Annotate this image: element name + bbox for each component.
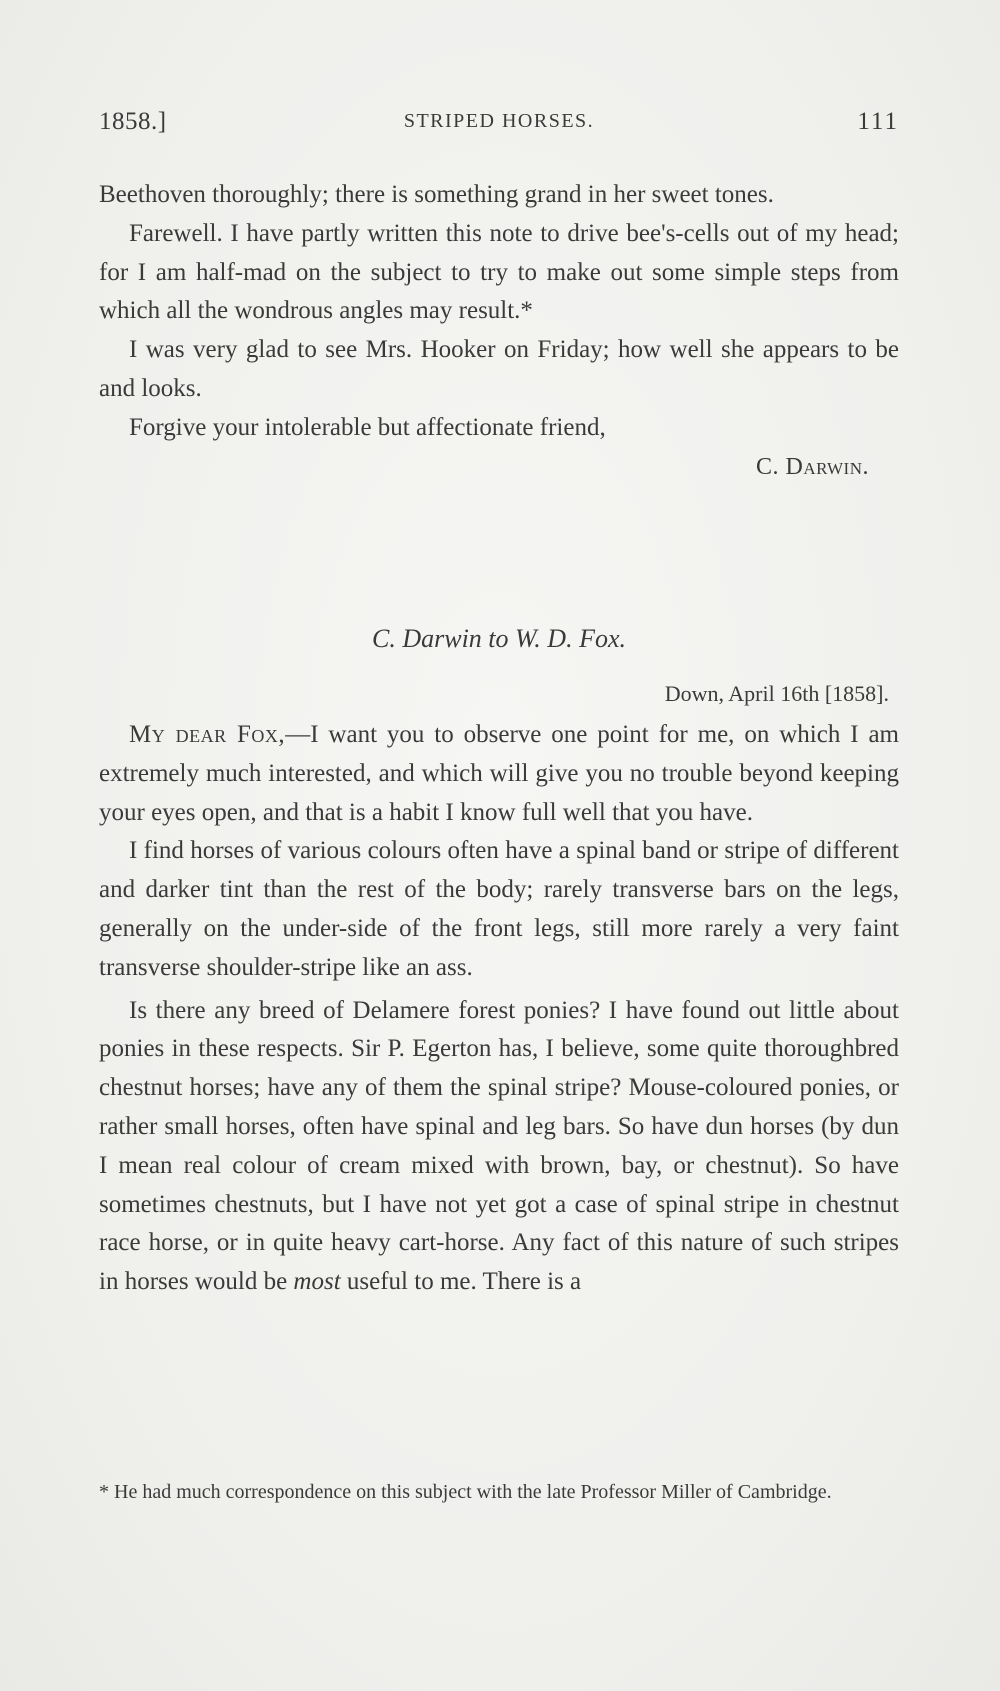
signature-text: C. Darwin. — [755, 453, 869, 480]
letter-heading: C. Darwin to W. D. Fox. — [372, 624, 626, 653]
footnote: * He had much correspondence on this subject with the late Professor Miller of Cambridge. — [99, 1481, 832, 1503]
paragraph: Beethoven thoroughly; there is something grand in her sweet tones. — [99, 181, 774, 208]
closing-line: Forgive your intolerable but affectionate friend, — [129, 413, 606, 441]
paragraph — [99, 992, 899, 1302]
running-header — [99, 108, 899, 148]
paragraph-text: Is there any breed of Delamere forest ponies? I have found out little about ponies in these respects. Sir P. Egerton has, I believe, some quite thoroughbred chestnut horses; have any of them the spinal stripe? Mouse-coloured ponies, or rather small horses, often have spinal and leg bars. So have dun horses (by dun I mean real colour of cream mixed with brown, bay, or chestnut). So have sometimes chestnuts, but I have not yet got a case of spinal stripe in chestnut race horse, or in quite heavy cart-horse. Any fact of this nature of such stripes in horses would be — [99, 996, 899, 1296]
header-year: 1858.] — [99, 108, 167, 135]
header-title: STRIPED HORSES. — [403, 110, 595, 132]
letter-body — [99, 716, 899, 1302]
paragraph: I was very glad to see Mrs. Hooker on Friday; how well she appears to be and looks. — [99, 336, 899, 402]
emphasis: most — [293, 1268, 341, 1296]
page-number: 111 — [857, 108, 899, 135]
paragraph-tail: useful to me. There is a — [340, 1268, 582, 1296]
paragraph: I find horses of various colours often have a spinal band or stripe of different and darker tint than the rest of the body; rarely transverse bars on the legs, generally on the under-side of the front legs, still more rarely a very faint transverse shoulder-stripe like an ass. — [99, 837, 899, 981]
paragraph: Farewell. I have partly written this note to drive bee's-cells out of my head; for I am half-mad on the subject to try to make out some simple steps from which all the wondrous angles may result.* — [99, 219, 899, 325]
salutation: My dear Fox, — [129, 721, 286, 748]
paragraph-text: —I want you to observe one point for me, on which I am extremely much interested, and which will give you no trouble beyond keeping your eyes open, and that is a habit I know full well that you have. — [99, 721, 899, 826]
dateline: Down, April 16th [1858]. — [664, 681, 889, 706]
letter-ending — [99, 176, 899, 486]
signature — [99, 448, 899, 487]
paragraph — [99, 716, 899, 832]
